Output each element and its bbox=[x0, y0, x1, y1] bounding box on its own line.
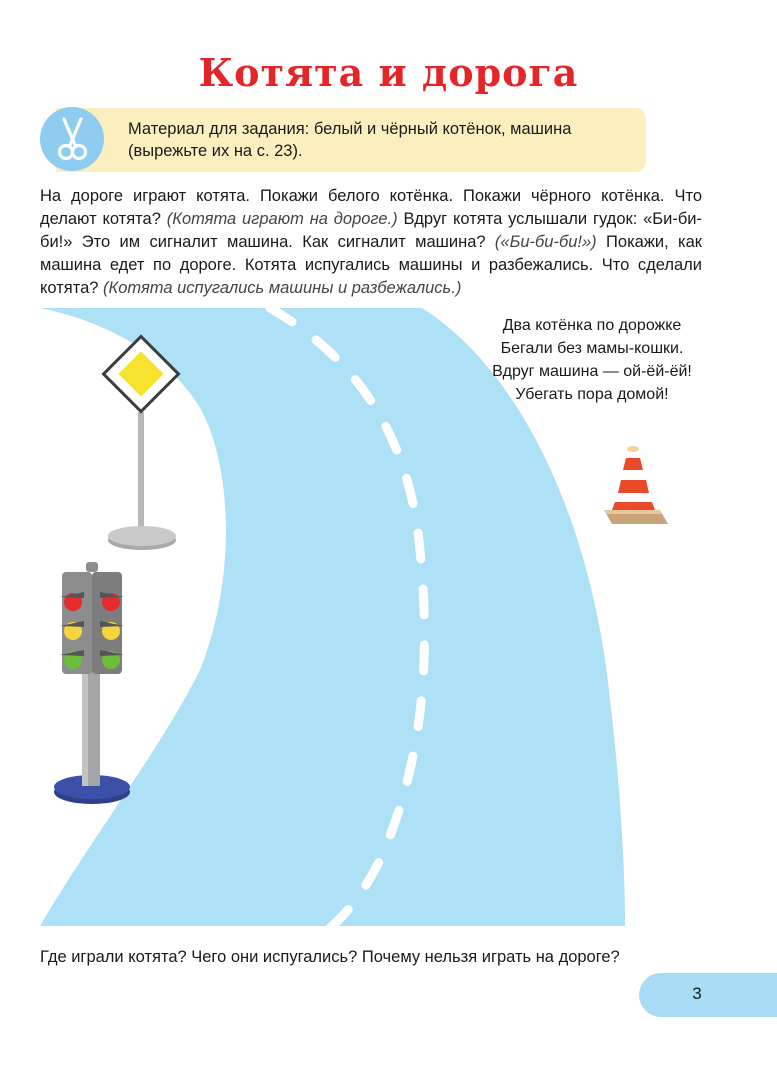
intro-part-1: На дороге играют котята. Покажи белого котёнка. Покажи чёрного котёнка. Что делают котята? bbox=[40, 187, 702, 228]
intro-text bbox=[40, 185, 702, 300]
priority-road-sign bbox=[101, 334, 180, 550]
poem-line: Два котёнка по дорожке bbox=[502, 317, 682, 334]
intro-part-3: Покажи, как машина едет по дороге. Котята испугались машины и разбежались. Что сделали котята? bbox=[40, 233, 702, 297]
bottom-question: Где играли котята? Чего они испугались? Почему нельзя играть на дороге? bbox=[40, 948, 620, 966]
page-tab bbox=[639, 973, 777, 1017]
page-number: 3 bbox=[692, 984, 702, 1003]
intro-answer-1: (Котята играют на дороге.) bbox=[166, 210, 398, 228]
traffic-light bbox=[54, 562, 130, 804]
poem-line: Убегать пора домой! bbox=[515, 386, 669, 403]
poem-line: Вдруг машина — ой-ёй-ёй! bbox=[492, 363, 692, 380]
material-text: Материал для задания: белый и чёрный котёнок, машина (вырежьте их на с. 23). bbox=[128, 120, 572, 160]
poem bbox=[452, 314, 732, 406]
material-box bbox=[56, 108, 646, 172]
traffic-cone bbox=[604, 446, 668, 524]
page-title: Котята и дорога bbox=[198, 50, 579, 95]
scissors-icon bbox=[40, 107, 104, 171]
intro-answer-2: («Би-би-би!») bbox=[494, 233, 597, 251]
intro-part-2: Вдруг котята услышали гудок: «Би-би-би!» Это им сигналит машина. Как сигналит машина? bbox=[40, 210, 702, 251]
intro-answer-3: (Котята испугались машины и разбежались.) bbox=[103, 279, 462, 297]
poem-line: Бегали без мамы-кошки. bbox=[500, 340, 684, 357]
